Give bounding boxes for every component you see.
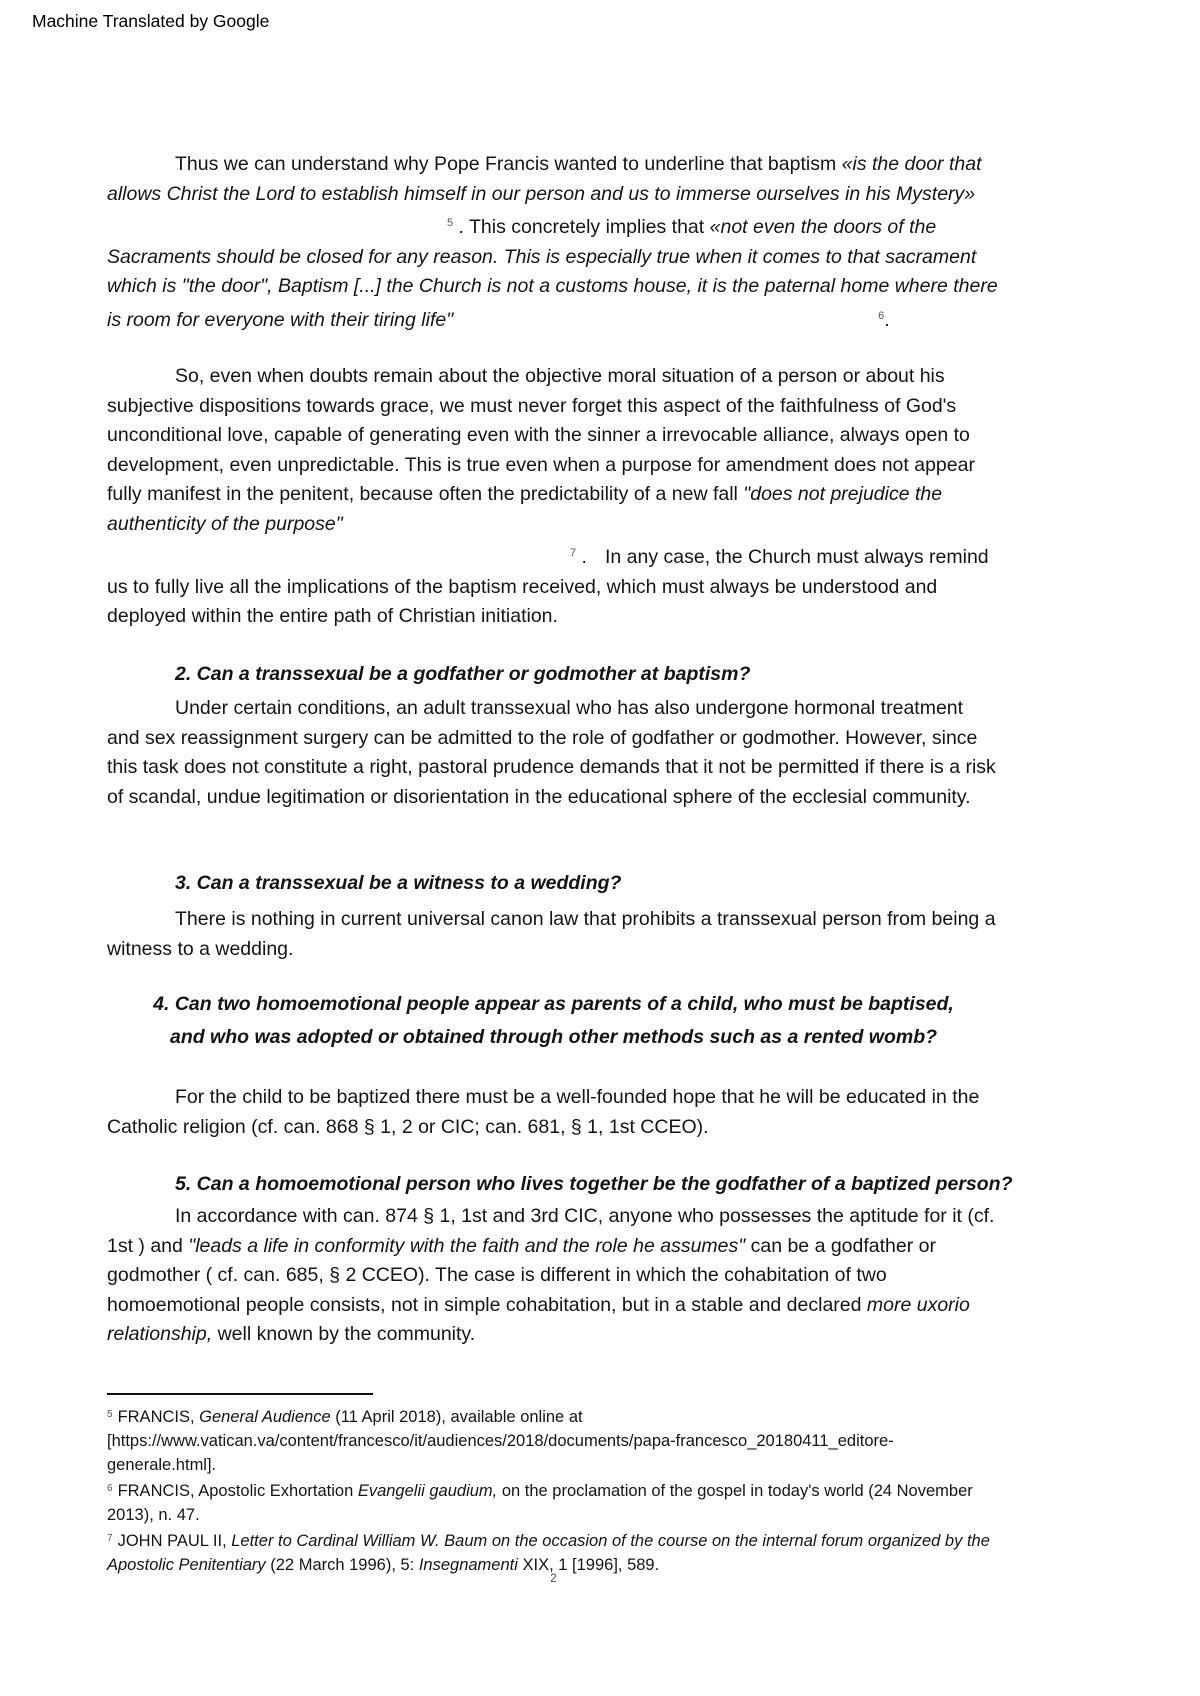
- section-5-paragraph: [107, 1202, 1000, 1350]
- p1-quote-2: «not even the doors of the Sacraments should be closed for any reason. This is especially true when it comes to that sacrament which is "the door", Baptism [...] the Church is not a customs house, it is the paternal home where there is room for everyone with their tiring life": [107, 216, 998, 331]
- p2-quote-1: "does not prejudice the authenticity of the purpose": [107, 483, 943, 535]
- fn5-title: General Audience: [199, 1408, 336, 1426]
- paragraph-2: [107, 362, 1000, 632]
- footnote-separator: [107, 1393, 373, 1395]
- footnote-ref-7: 7: [570, 547, 577, 559]
- footnote-6: [107, 1477, 1000, 1527]
- footnotes: [107, 1403, 1000, 1577]
- p1-quote-1: «is the door that allows Christ the Lord to establish himself in our person and us to immerse ourselves in his Mystery»: [107, 153, 982, 205]
- section-4-heading-line-2: and who was adopted or obtained through other methods such as a rented womb?: [169, 1026, 938, 1048]
- footnote-7: [107, 1527, 1000, 1577]
- fn7-title-2: Insegnamenti: [418, 1556, 523, 1574]
- footnote-7-marker: 7: [107, 1533, 113, 1544]
- fn7-run-2: (22 March 1996), 5:: [270, 1556, 419, 1574]
- fn7-title: Letter to Cardinal William W. Baum on the occasion of the course on the internal forum organized by the Apostolic Penitentiary: [107, 1532, 990, 1574]
- p1-run-2: . This concretely implies that: [453, 216, 710, 238]
- fn6-title: Evangelii gaudium,: [357, 1482, 502, 1500]
- spacer: [587, 562, 605, 563]
- s5-run-2: can be a godfather or godmother ( cf. can. 685, § 2 CCEO). The case is different in which the cohabitation of two homoemotional people consists, not in simple cohabitation, but in a stable and declared: [107, 1234, 936, 1316]
- p2-run-3: In any case, the Church must always remind us to fully live all the implications of the baptism received, which must always be understood and deployed within the entire path of Christian initiation.: [107, 546, 989, 627]
- p2-run-2: .: [576, 546, 587, 568]
- spacer: [107, 232, 447, 233]
- section-2-paragraph: Under certain conditions, an adult transsexual who has also undergone hormonal treatment and sex reassignment surgery can be admitted to the role of godfather or godmother. However, since this task does not constitute a right, pastoral prudence demands that it not be permitted if there is a risk of scandal, undue legitimation or disorientation in the educational sphere of the ecclesial community.: [107, 697, 996, 808]
- section-3-heading: 3. Can a transsexual be a witness to a wedding?: [175, 872, 622, 894]
- s5-run-1: In accordance with can. 874 § 1, 1st and 3rd CIC, anyone who possesses the aptitude for it (cf. 1st ) and: [107, 1205, 995, 1257]
- section-3-paragraph: There is nothing in current universal canon law that prohibits a transsexual person from being a witness to a wedding.: [107, 908, 996, 960]
- fn6-run-2: on the proclamation of the gospel in today's world (24 November 2013), n. 47.: [107, 1482, 973, 1524]
- section-5-heading: 5. Can a homoemotional person who lives together be the godfather of a baptized person?: [175, 1173, 1013, 1195]
- fn7-run-1: JOHN PAUL II,: [117, 1532, 232, 1550]
- s5-run-3: well known by the community.: [217, 1323, 476, 1345]
- footnote-6-marker: 6: [107, 1483, 113, 1494]
- fn5-run-2: (11 April 2018), available online at [https://www.vatican.va/content/francesco/it/audiences/2018/documents/papa-francesco_20180411_editore-generale.html].: [107, 1408, 894, 1474]
- footnote-ref-5: 5: [447, 217, 454, 229]
- fn7-run-3: XIX, 1 [1996], 589.: [522, 1556, 660, 1574]
- page-number: 2: [550, 1573, 557, 1585]
- p2-run-1: So, even when doubts remain about the objective moral situation of a person or about his subjective dispositions towards grace, we must never forget this aspect of the faithfulness of God's unconditional love, capable of generating even with the sinner a irrevocable alliance, always open to development, even unpredictable. This is true even when a purpose for amendment does not appear fully manifest in the penitent, because often the predictability of a new fall: [107, 365, 975, 505]
- fn6-run-1: FRANCIS, Apostolic Exhortation: [117, 1482, 358, 1500]
- spacer: [107, 562, 570, 563]
- machine-translated-note: Machine Translated by Google: [32, 11, 270, 31]
- section-4-paragraph: For the child to be baptized there must be a well-founded hope that he will be educated in the Catholic religion (cf. can. 868 § 1, 2 or CIC; can. 681, § 1, 1st CCEO).: [107, 1086, 980, 1138]
- s5-quote-1: "leads a life in conformity with the faith and the role he assumes": [188, 1234, 751, 1257]
- fn5-run-1: FRANCIS,: [117, 1408, 200, 1426]
- footnote-ref-6: 6: [878, 309, 885, 322]
- footnote-5-marker: 5: [107, 1409, 113, 1420]
- footnote-5: [107, 1403, 1000, 1477]
- paragraph-1: [107, 150, 1000, 335]
- s5-quote-2: more uxorio relationship,: [107, 1293, 970, 1345]
- section-4-heading-line-1: 4. Can two homoemotional people appear as parents of a child, who must be baptised,: [153, 993, 954, 1015]
- section-2-heading: 2. Can a transsexual be a godfather or godmother at baptism?: [175, 663, 751, 685]
- p1-run-3: .: [884, 308, 890, 331]
- p1-run-1: Thus we can understand why Pope Francis wanted to underline that baptism: [175, 153, 842, 175]
- spacer: [453, 325, 878, 326]
- section-4-heading: [107, 988, 1000, 1054]
